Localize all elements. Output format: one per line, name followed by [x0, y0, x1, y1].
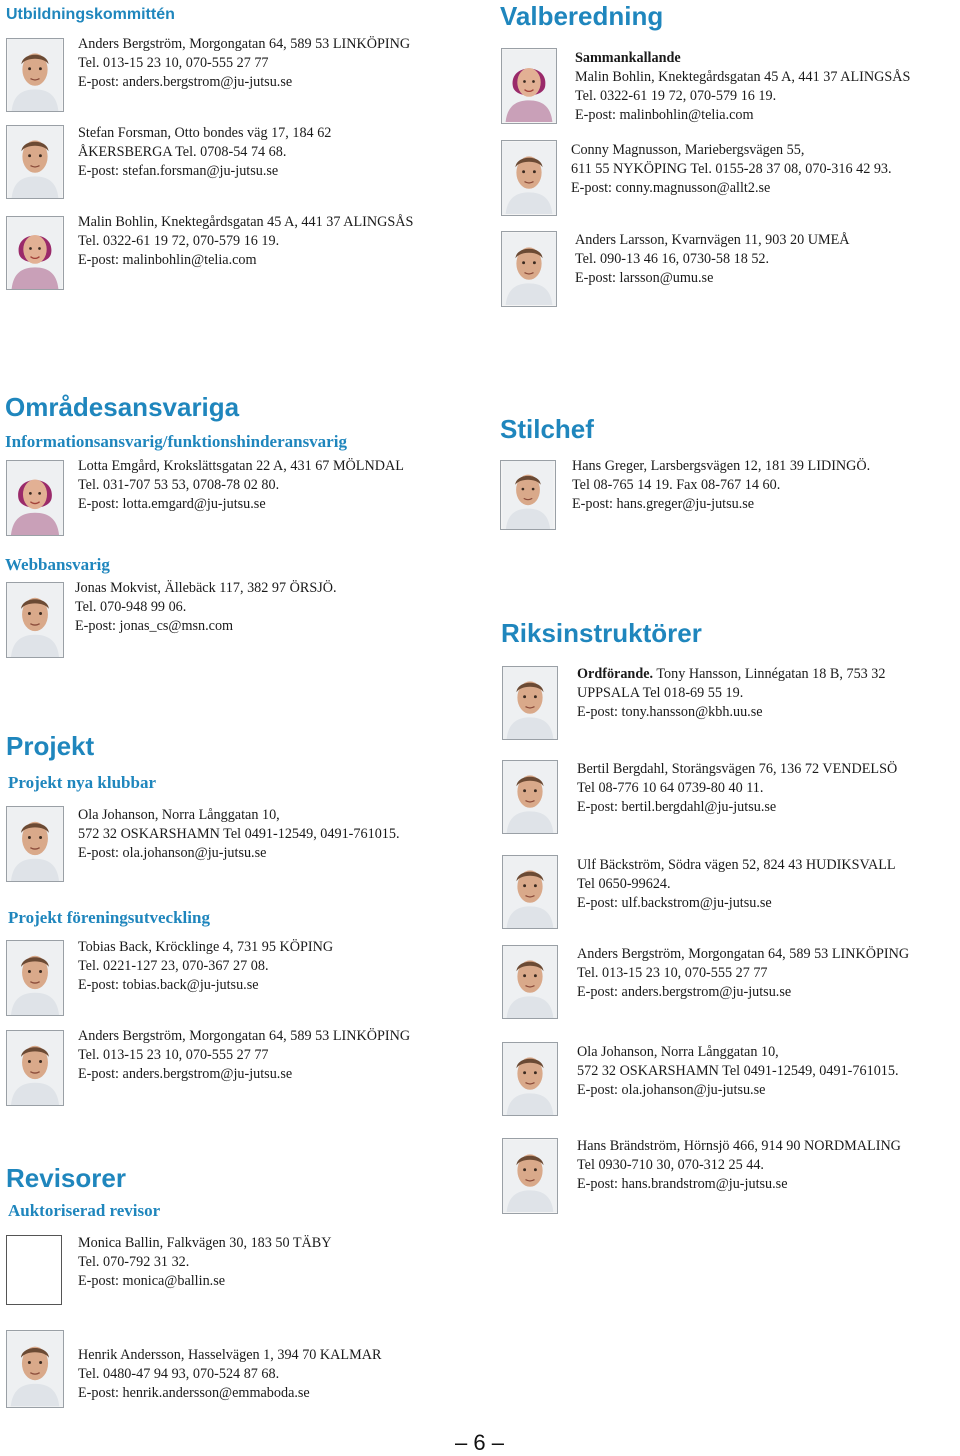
- subsection-title-informationsansvarig: Informationsansvarig/funktionshinderansvarig: [5, 432, 347, 451]
- portrait-photo: [6, 216, 64, 290]
- portrait-photo: [6, 1030, 64, 1106]
- portrait-photo: [502, 1042, 558, 1116]
- portrait-photo: [6, 38, 64, 112]
- subsection-title-nya-klubbar: Projekt nya klubbar: [8, 773, 156, 792]
- portrait-photo: [502, 666, 558, 740]
- section-title-projekt: Projekt: [6, 731, 95, 761]
- section-title-utbildning: Utbildningskommittén: [6, 6, 175, 23]
- photo-placeholder: [6, 1235, 62, 1305]
- contact-entry: Lotta Emgård, Krokslättsgatan 22 A, 431 67 MÖLNDAL Tel. 031-707 53 53, 0708-78 02 80. E-post: lotta.emgard@ju-jutsu.se: [78, 458, 404, 512]
- portrait-photo: [6, 460, 64, 536]
- portrait-photo: [501, 140, 557, 216]
- contact-entry: Tobias Back, Kröcklinge 4, 731 95 KÖPING Tel. 0221-127 23, 070-367 27 08. E-post: tobias.back@ju-jutsu.se: [78, 939, 334, 993]
- contact-entry: Bertil Bergdahl, Storängsvägen 76, 136 72 VENDELSÖ Tel 08-776 10 64 0739-80 40 11. E-post: bertil.bergdahl@ju-jutsu.se: [577, 761, 898, 815]
- page-number: – 6 –: [455, 1430, 504, 1455]
- contact-entry: Ola Johanson, Norra Långgatan 10, 572 32 OSKARSHAMN Tel 0491-12549, 0491-761015. E-post: ola.johanson@ju-jutsu.se: [78, 807, 400, 861]
- contact-entry: Conny Magnusson, Mariebergsvägen 55, 611 55 NYKÖPING Tel. 0155-28 37 08, 070-316 42 93. E-post: conny.magnusson@allt2.se: [571, 142, 892, 196]
- portrait-photo: [6, 125, 64, 199]
- portrait-photo: [500, 460, 556, 530]
- subsection-title-auktoriserad-revisor: Auktoriserad revisor: [8, 1201, 161, 1220]
- portrait-photo: [501, 48, 557, 124]
- contact-entry: Anders Larsson, Kvarnvägen 11, 903 20 UMEÅ Tel. 090-13 46 16, 0730-58 18 52. E-post: larsson@umu.se: [575, 232, 850, 286]
- portrait-photo: [501, 231, 557, 307]
- portrait-photo: [502, 760, 558, 834]
- role-label: Sammankallande: [575, 50, 681, 66]
- portrait-photo: [502, 1138, 558, 1214]
- portrait-photo: [502, 945, 558, 1019]
- contact-entry: Ordförande. Tony Hansson, Linnégatan 18 B, 753 32 UPPSALA Tel 018-69 55 19. E-post: tony.hansson@kbh.uu.se: [577, 666, 886, 720]
- contact-entry: Ola Johanson, Norra Långgatan 10, 572 32 OSKARSHAMN Tel 0491-12549, 0491-761015. E-post: ola.johanson@ju-jutsu.se: [577, 1044, 899, 1098]
- portrait-photo: [502, 855, 558, 929]
- contact-entry: Hans Greger, Larsbergsvägen 12, 181 39 LIDINGÖ. Tel 08-765 14 19. Fax 08-767 14 60. E-post: hans.greger@ju-jutsu.se: [572, 458, 871, 512]
- contact-entry: Stefan Forsman, Otto bondes väg 17, 184 62 ÅKERSBERGA Tel. 0708-54 74 68. E-post: stefan.forsman@ju-jutsu.se: [78, 125, 332, 179]
- contact-entry: Hans Brändström, Hörnsjö 466, 914 90 NORDMALING Tel 0930-710 30, 070-312 25 44. E-post: hans.brandstrom@ju-jutsu.se: [577, 1138, 901, 1192]
- contact-entry: Anders Bergström, Morgongatan 64, 589 53 LINKÖPING Tel. 013-15 23 10, 070-555 27 77 E-post: anders.bergstrom@ju-jutsu.se: [577, 946, 910, 1000]
- section-title-stilchef: Stilchef: [500, 414, 594, 444]
- section-title-omradesansvariga: Områdesansvariga: [5, 392, 240, 422]
- contact-entry: Henrik Andersson, Hasselvägen 1, 394 70 KALMAR Tel. 0480-47 94 93, 070-524 87 68. E-post: henrik.andersson@emmaboda.se: [78, 1347, 382, 1401]
- contact-entry: Anders Bergström, Morgongatan 64, 589 53 LINKÖPING Tel. 013-15 23 10, 070-555 27 77 E-post: anders.bergstrom@ju-jutsu.se: [78, 1028, 411, 1082]
- role-label: Ordförande.: [577, 666, 654, 682]
- section-title-webbansvarig: Webbansvarig: [5, 555, 110, 574]
- section-title-revisorer: Revisorer: [6, 1163, 126, 1193]
- portrait-photo: [6, 1330, 64, 1408]
- contact-entry: Sammankallande Malin Bohlin, Knektegårdsgatan 45 A, 441 37 ALINGSÅS Tel. 0322-61 19 72, 070-579 16 19. E-post: malinbohlin@telia.com: [575, 50, 911, 123]
- portrait-photo: [6, 806, 64, 882]
- section-title-riksinstruktorer: Riksinstruktörer: [501, 618, 702, 648]
- contact-entry: Jonas Mokvist, Ällebäck 117, 382 97 ÖRSJÖ. Tel. 070-948 99 06. E-post: jonas_cs@msn.com: [75, 580, 337, 634]
- portrait-photo: [6, 582, 64, 658]
- portrait-photo: [6, 940, 64, 1016]
- section-title-valberedning: Valberedning: [500, 1, 664, 31]
- contact-entry: Monica Ballin, Falkvägen 30, 183 50 TÄBY Tel. 070-792 31 32. E-post: monica@ballin.se: [78, 1235, 332, 1289]
- contact-entry: Anders Bergström, Morgongatan 64, 589 53 LINKÖPING Tel. 013-15 23 10, 070-555 27 77 E-post: anders.bergstrom@ju-jutsu.se: [78, 36, 411, 90]
- contact-entry: Ulf Bäckström, Södra vägen 52, 824 43 HUDIKSVALL Tel 0650-99624. E-post: ulf.backstrom@ju-jutsu.se: [577, 857, 896, 911]
- subsection-title-foreningsutveckling: Projekt föreningsutveckling: [8, 908, 210, 927]
- contact-entry: Malin Bohlin, Knektegårdsgatan 45 A, 441 37 ALINGSÅS Tel. 0322-61 19 72, 070-579 16 19. E-post: malinbohlin@telia.com: [78, 214, 414, 268]
